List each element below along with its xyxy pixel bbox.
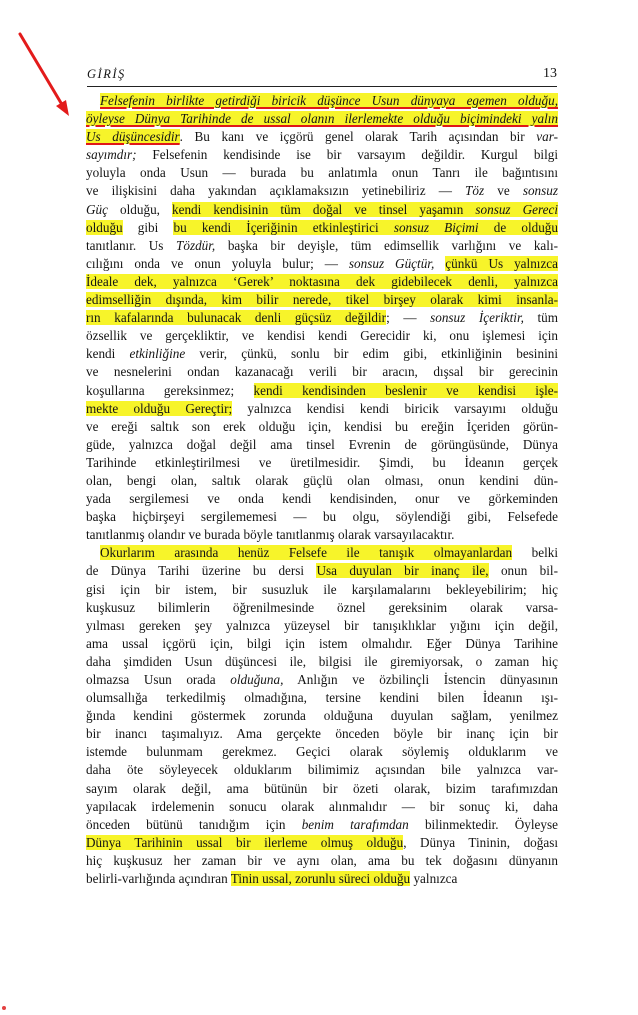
text-line [86,418,558,436]
text-run: istemde bulunmam gerekmez. Geçici olarak söylemiş olduklarım ve [86,744,558,760]
highlighted-text: bu kendi İçeriğinin etkinleştirici [173,219,394,235]
text-run: tanıtlanmış olandır ve burada böyle tanıtlanmış olarak varsayılacaktır. [86,527,455,543]
text-run: de Dünya Tarihi üzerine bu dersi [86,563,317,579]
text-line [86,291,558,309]
text-run: yada sergilemesi ve onda kendi kendisinden, onur ve görkeminden [86,491,558,507]
text-run: yoluyla onda Usun — burada bu anlatımla onun Tanrı ile bağıntısını [86,165,558,181]
text-run: Tarihinde etkinleştirilmesi ve üretilmesidir. Şimdi, bu İdeanın gerçek [86,454,558,470]
text-line [86,581,558,599]
text-run: tanıtlanır. Us [86,237,177,253]
text-run: sonsuz İçeriktir, [430,310,524,326]
highlighted-text: olduğu [86,219,123,235]
text-run: tüm [523,310,559,326]
text-run: var- [536,129,558,145]
text-line [86,689,558,707]
text-line [86,382,558,400]
text-line [86,273,558,291]
text-run: , Dünya Tininin, doğası [403,834,559,850]
text-line [86,255,558,273]
text-run: ama ussal içgörü için, bilgi için istem olmalıdır. Eğer Dünya Tarihine [86,635,558,651]
text-run: gibi [122,219,174,235]
text-run: önceden bütünü tanıdığım için [86,816,302,832]
body-text [86,92,558,888]
text-run: koşullarına gereksinmez; [86,382,254,398]
text-line [86,309,558,327]
text-line [86,617,558,635]
text-run: bir inancı taşımalıyız. Ama gerçekte önceden böyle bir inanç için bir [86,726,558,742]
text-line [86,182,558,200]
highlighted-text: sonsuz Gereci [475,201,558,217]
text-run: başka hiçbirşeyi sergilememesi — bu olgu, söylendiği gibi, Felsefede [86,509,558,525]
text-line [86,146,558,164]
text-run: yılması gereken şey yalnızca yüzeysel bir tanışıklıklar yığını için değil, [86,617,558,633]
text-line [86,345,558,363]
text-run: ; — [386,310,431,326]
text-line [86,671,558,689]
text-run: Anlığın ve özbilinçli İstencin dünyasının [283,672,558,687]
text-run: sonsuz Güçtür, [348,255,435,271]
text-run: yalnızca [410,871,458,887]
text-run: ve [484,183,523,199]
page-header [87,66,557,87]
text-line [86,400,558,418]
text-run: verir, çünkü, sonlu bir edim gibi, etkinliğinin besinini [185,346,558,362]
text-line [86,562,558,580]
text-run: . Bu kanı ve içgörü genel olarak Tarih açısından bir [179,129,537,145]
text-run: Felsefenin kendisinde ise bir varsayım değildir. Kurgul bilgi [136,147,558,163]
text-run: yalnızca kendisi kendi biricik varsayımı olduğu [232,400,558,416]
text-run: olduğuna, [230,672,284,687]
text-line [86,219,558,237]
text-run: sonsuz [522,183,558,199]
highlighted-text: Felsefenin birlikte getirdiği biricik düşünce Usun dünyaya egemen olduğu, [100,93,558,108]
text-line [86,761,558,779]
highlighted-text: sonsuz Biçimi [393,219,479,235]
text-line [86,327,558,345]
highlighted-text: rın kafalarında bulunacak denli güçsüz değildir [86,310,387,326]
text-line [86,472,558,490]
text-line [86,490,558,508]
text-line [86,725,558,743]
text-line [86,798,558,816]
text-line [86,454,558,472]
text-run: sayımdır; [86,147,137,163]
text-line [86,653,558,671]
highlighted-text: Dünya Tarihinin ussal bir ilerleme olmuş olduğu [86,834,404,850]
text-run: cılığını onda ve onun yoluyla bulur; — [86,255,349,271]
text-run: gisi için bir istem, bir susuzluk ile karşılamalarını bekleyebilirim; hiç [86,581,558,597]
text-line [86,635,558,653]
text-line [86,201,558,219]
text-run: benim tarafımdan [301,816,409,832]
text-run: başka bir deyişle, tüm edimsellik varlığını ve kalı- [215,237,558,253]
text-line [86,852,558,870]
highlighted-text: kendi kendisinden beslenir ve kendisi işle- [253,382,558,398]
text-run: belirli-varlığında açındıran [86,871,231,887]
text-run: onun bil- [488,563,558,579]
text-line [86,110,558,128]
text-run: Tözdür, [176,237,216,253]
page-number: 13 [543,66,557,81]
text-line [86,834,558,852]
highlighted-text: İdeale dek, yalnızca ‘Gerek’ noktasına dek gidebilecek denli, yalnızca [86,273,558,289]
text-run: güde, yalnızca doğal değil ama tinsel Evrenin de görüngüsünde, Dünya [86,436,558,452]
highlighted-text: kendi kendisinin tüm doğal ve tinsel yaşamın [172,201,476,217]
text-line [86,164,558,182]
text-run: Güç [86,201,108,217]
text-line [86,237,558,255]
text-line [86,743,558,761]
text-run [434,256,445,271]
text-line [86,544,558,562]
text-line [86,526,558,544]
highlighted-text: Okurlarım arasında henüz Felsefe ile tanışık olmayanlardan [100,545,513,561]
text-line [86,92,558,110]
text-line [86,363,558,381]
text-run: hiç kuşkusuz her zaman bir ve aynı olan, ama bu tek doğasını dünyanın [86,852,558,868]
text-line [86,780,558,798]
text-run: yapılacak irdelemenin sonucu olarak alınmalıdır — bir sonuç ki, daha [86,798,558,814]
text-line [86,816,558,834]
text-run: kuşkusuz bilimlerin öğrenilmesinde öznel gereksinim olarak varsa- [86,599,558,615]
text-line [86,128,558,146]
text-run: etkinliğine [129,346,186,362]
text-line [86,436,558,454]
text-run: belki [512,545,558,561]
red-arrow-icon [12,30,74,120]
highlighted-text: Tinin ussal, zorunlu süreci olduğu [230,871,411,887]
highlighted-text: mekte olduğu Gereçtir; [86,400,233,416]
page-corner-mark [2,1006,6,1010]
text-line [86,870,558,888]
highlighted-text: çünkü Us yalnızca [445,255,559,271]
text-line [86,707,558,725]
text-run: bilinmektedir. Öyleyse [408,816,558,832]
highlighted-text: Usa duyulan bir inanç ile, [316,563,489,579]
highlighted-text: de olduğu [478,219,558,235]
text-run: özsellik ve gerçekliktir, ve kendisi kendi Gerecidir ki, onu işlemesi için [86,328,558,344]
text-run: daha öte söyleyecek olduklarım bilimimiz açısından bile yalnızca var- [86,762,558,778]
text-run: sayım olarak değil, ama bütünün bir özeti olarak, bizim tarafımızdan [86,780,558,796]
text-run: olan, bengi olan, saltık olarak güçlü olan olması, onun kendini dün- [86,472,558,488]
text-run: olduğu, [107,201,173,217]
text-line [86,508,558,526]
text-run: ve ereği saltık son erek olduğu için, kendisi bu ereğin İçeriden görün- [86,418,558,434]
text-run: Töz [465,183,485,199]
text-run: olumsallığa terkedilmiş olmadığına, tersine kendini bilen İdeanın ışı- [86,690,558,706]
text-run: ve ilişkisini daha yakından açıklamaksızın yetinebiliriz — [86,183,466,199]
highlighted-text: öyleyse Dünya Tarihinde de ussal olanın ilerlemekte olduğu biçimindeki yalın [86,111,558,127]
text-run: ğında kendini göstermek zorunda olduğuna duyulan sağlam, yenilmez [86,708,558,724]
section-title: GİRİŞ [87,67,126,81]
text-run: kendi [86,346,130,362]
text-run: daha şimdiden Usun düşüncesi ile, bilgisi ile giremiyorsak, o zaman hiç [86,653,558,669]
highlighted-text: edimselliğin dışında, kim bilir nerede, tikel birşey olarak kimi insanla- [86,292,558,308]
text-line [86,599,558,617]
text-run: ve nesnelerini ondan kazanacağı verili bir aracın, dışsal bir gerecinin [86,364,558,380]
text-run: olmazsa Usun orada [86,672,231,687]
highlighted-text: Us düşüncesidir [86,129,180,145]
